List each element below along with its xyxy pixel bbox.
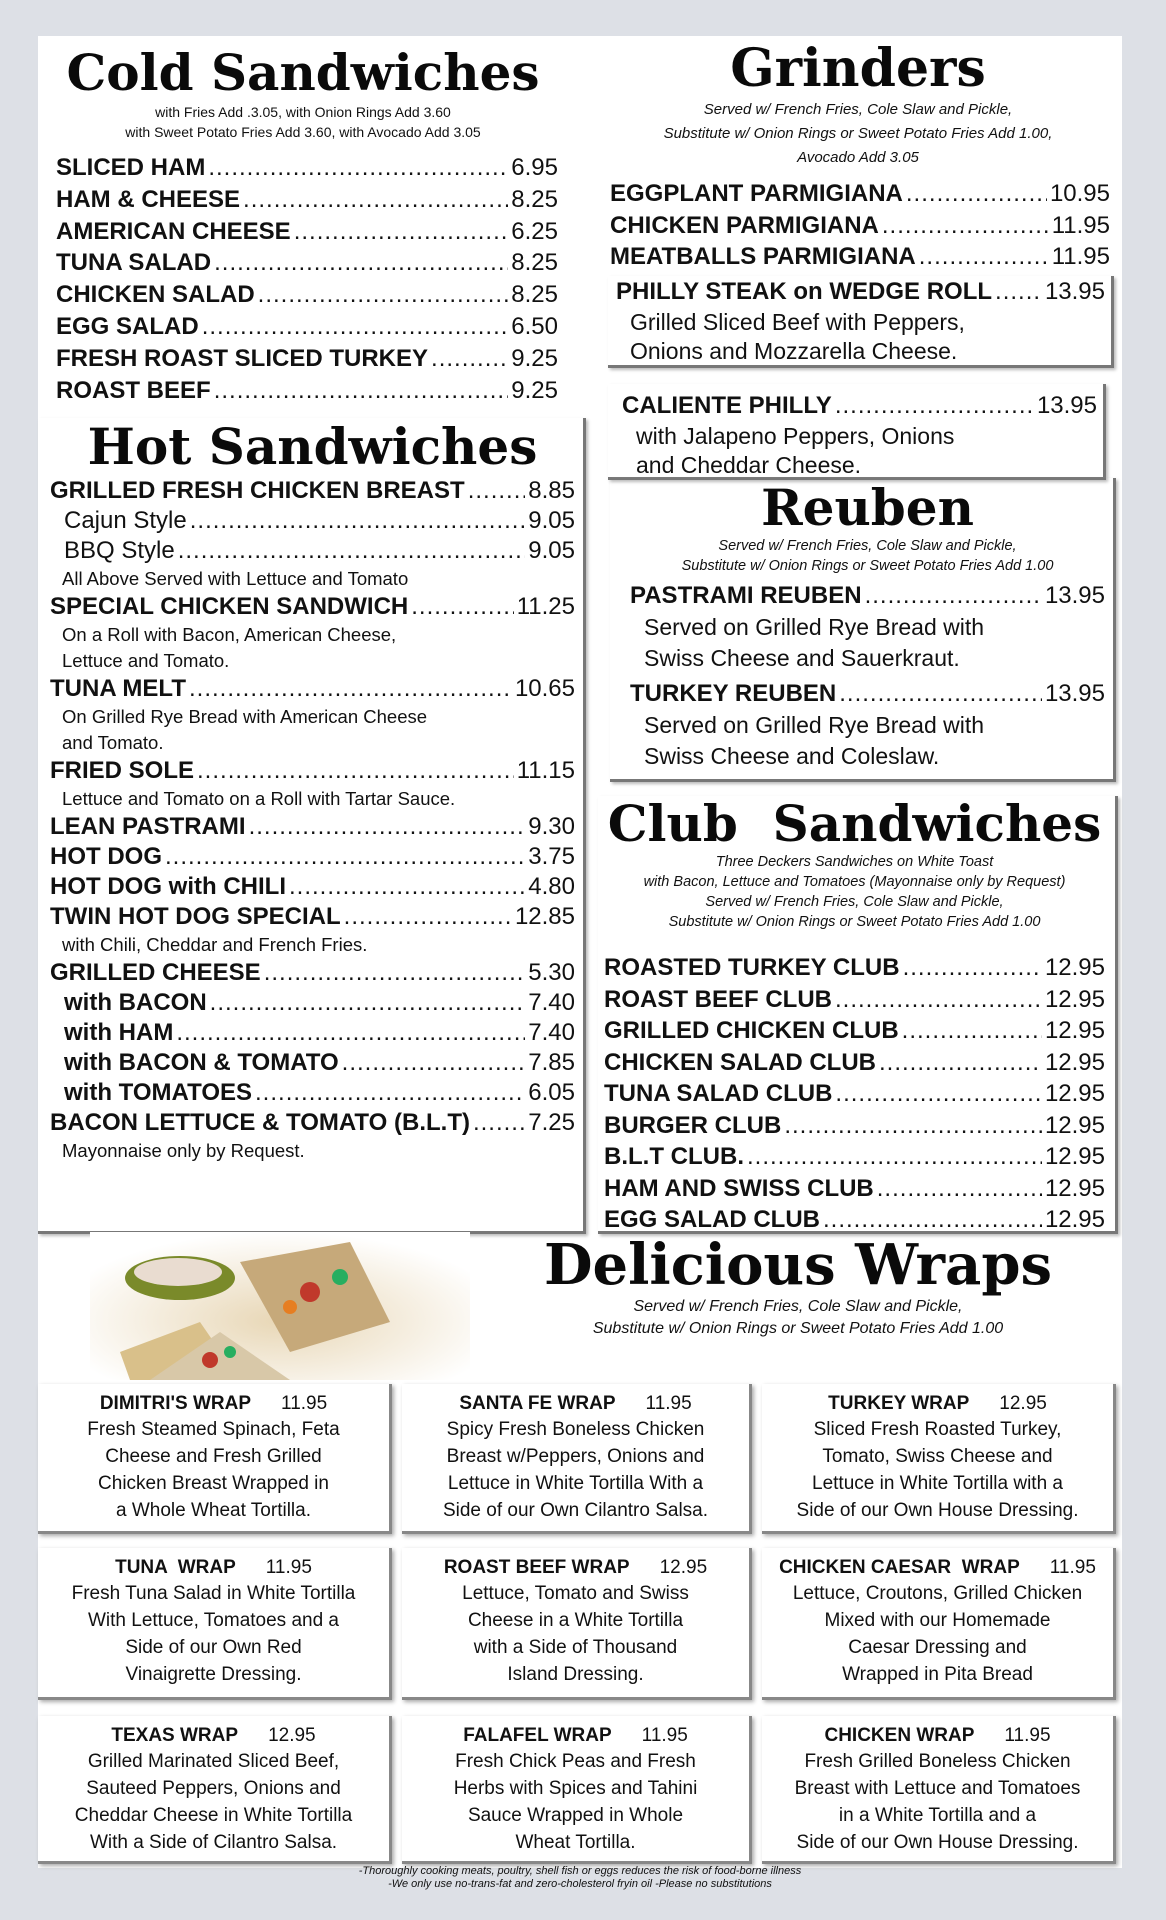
wrap-description-line: Fresh Steamed Spinach, Feta bbox=[87, 1419, 340, 1440]
wrap-name: TEXAS WRAP bbox=[111, 1725, 239, 1746]
item-name: with BACON bbox=[64, 989, 207, 1016]
wrap-description-line: Breast w/Peppers, Onions and bbox=[446, 1446, 705, 1467]
item-description: Lettuce and Tomato. bbox=[62, 650, 230, 671]
item-description: On a Roll with Bacon, American Cheese, bbox=[62, 624, 397, 645]
wraps-note-2: Substitute w/ Onion Rings or Sweet Potato Fries Add 1.00 bbox=[592, 1320, 1004, 1337]
item-price: 12.95 bbox=[1044, 1080, 1105, 1107]
leader-dots bbox=[877, 1173, 1042, 1205]
item-name: BBQ Style bbox=[64, 537, 175, 564]
wrap-title bbox=[402, 1556, 749, 1580]
wrap-card bbox=[38, 1384, 392, 1534]
wrap-title bbox=[38, 1556, 389, 1580]
item-name: FRESH ROAST SLICED TURKEY bbox=[56, 344, 429, 372]
cold-item-row bbox=[56, 152, 558, 184]
grinder-item-row bbox=[610, 241, 1110, 273]
wrap-description-line: With a Side of Cilantro Salsa. bbox=[89, 1832, 338, 1853]
wrap-description-line: Wheat Tortilla. bbox=[515, 1832, 636, 1853]
item-name: GRILLED CHICKEN CLUB bbox=[604, 1017, 899, 1044]
item-description: Mayonnaise only by Request. bbox=[62, 1140, 305, 1161]
wrap-description-line: Vinaigrette Dressing. bbox=[125, 1664, 302, 1685]
leader-dots bbox=[468, 476, 526, 506]
leader-dots bbox=[835, 984, 1042, 1016]
item-description: Lettuce and Tomato on a Roll with Tartar Sauce. bbox=[62, 788, 456, 809]
cold-item-row bbox=[56, 375, 558, 407]
leader-dots bbox=[784, 1110, 1042, 1142]
item-price: 7.40 bbox=[528, 989, 575, 1016]
item-name: BURGER CLUB bbox=[604, 1111, 782, 1139]
club-note-4: Substitute w/ Onion Rings or Sweet Potato Fries Add 1.00 bbox=[668, 914, 1041, 930]
caliente-philly-box bbox=[608, 384, 1106, 480]
wrap-card bbox=[762, 1384, 1116, 1534]
hot-item-row bbox=[50, 536, 575, 566]
item-price: 12.95 bbox=[1044, 985, 1105, 1013]
item-price: 12.95 bbox=[1044, 1017, 1105, 1044]
item-price: 9.05 bbox=[528, 507, 575, 534]
wrap-description-line: Caesar Dressing and bbox=[848, 1637, 1027, 1658]
reuben-item-row bbox=[630, 580, 1105, 612]
wrap-description-line: with a Side of Thousand bbox=[473, 1637, 678, 1658]
wrap-title bbox=[402, 1392, 749, 1416]
leader-dots bbox=[919, 241, 1049, 273]
wrap-card bbox=[38, 1716, 392, 1864]
leader-dots bbox=[210, 988, 526, 1018]
cold-item-row bbox=[56, 247, 558, 279]
wrap-title bbox=[762, 1724, 1113, 1748]
item-name: B.L.T CLUB. bbox=[604, 1143, 744, 1170]
club-item-row bbox=[604, 984, 1105, 1016]
item-price: 7.25 bbox=[528, 1109, 575, 1136]
cold-item-row bbox=[56, 216, 558, 248]
item-price: 6.50 bbox=[511, 312, 558, 340]
grinder-item-row bbox=[610, 210, 1110, 242]
cold-item-row bbox=[56, 279, 558, 311]
wrap-description-line: a Whole Wheat Tortilla. bbox=[115, 1500, 311, 1521]
caliente-philly-desc-2: and Cheddar Cheese. bbox=[636, 451, 862, 478]
menu-page bbox=[38, 36, 1122, 1890]
hot-item-row bbox=[50, 988, 575, 1018]
item-description: and Tomato. bbox=[62, 732, 164, 753]
item-description: Swiss Cheese and Coleslaw. bbox=[644, 743, 940, 769]
item-price: 13.95 bbox=[1044, 582, 1105, 609]
leader-dots bbox=[835, 1078, 1042, 1110]
grinder-item-row bbox=[610, 178, 1110, 210]
leader-dots bbox=[178, 536, 526, 566]
item-price: 12.95 bbox=[1044, 1206, 1105, 1233]
leader-dots bbox=[294, 216, 509, 248]
hot-item-row bbox=[50, 1108, 575, 1138]
leader-dots bbox=[258, 279, 509, 311]
leader-dots bbox=[902, 1015, 1042, 1047]
leader-dots bbox=[197, 756, 514, 786]
item-description: with Chili, Cheddar and French Fries. bbox=[62, 934, 368, 955]
leader-dots bbox=[473, 1108, 525, 1138]
cold-item-row bbox=[56, 343, 558, 375]
cold-item-row bbox=[56, 184, 558, 216]
cold-note-1: with Fries Add .3.05, with Onion Rings Add 3.60 bbox=[155, 104, 451, 120]
wrap-description-line: Side of our Own Cilantro Salsa. bbox=[442, 1500, 709, 1521]
hot-items-list bbox=[50, 476, 575, 1164]
hot-item-row bbox=[50, 1048, 575, 1078]
leader-dots bbox=[879, 1047, 1042, 1079]
wrap-price: 11.95 bbox=[641, 1725, 688, 1746]
item-name: TURKEY REUBEN bbox=[630, 680, 837, 707]
item-name: TWIN HOT DOG SPECIAL bbox=[50, 903, 341, 930]
wrap-title bbox=[402, 1724, 749, 1748]
hot-item-row bbox=[50, 902, 575, 932]
item-name: HOT DOG with CHILI bbox=[50, 873, 286, 900]
item-price: 11.95 bbox=[1051, 211, 1110, 239]
wrap-card bbox=[402, 1384, 752, 1534]
wrap-description-line: Side of our Own Red bbox=[125, 1637, 302, 1658]
item-name: ROASTED TURKEY CLUB bbox=[604, 954, 900, 981]
wrap-description-line: Cheese and Fresh Grilled bbox=[105, 1446, 322, 1467]
item-name: FRIED SOLE bbox=[50, 757, 195, 784]
wrap-description-line: Breast with Lettuce and Tomatoes bbox=[794, 1778, 1081, 1799]
hot-item-row bbox=[50, 506, 575, 536]
item-price: 13.95 bbox=[1044, 680, 1105, 707]
wrap-description-line: Spicy Fresh Boneless Chicken bbox=[446, 1419, 705, 1440]
wrap-price: 11.95 bbox=[645, 1393, 692, 1414]
cold-sandwiches-section bbox=[48, 44, 558, 406]
item-price: 12.95 bbox=[1044, 1111, 1105, 1139]
wrap-description-line: Fresh Tuna Salad in White Tortilla bbox=[71, 1583, 356, 1604]
leader-dots bbox=[190, 506, 526, 536]
club-note-2: with Bacon, Lettuce and Tomatoes (Mayonnaise only by Request) bbox=[643, 874, 1066, 890]
hot-sandwiches-section bbox=[38, 418, 586, 1234]
item-name: MEATBALLS PARMIGIANA bbox=[610, 243, 916, 270]
hot-item-row bbox=[50, 842, 575, 872]
leader-dots bbox=[839, 678, 1042, 710]
item-price: 9.25 bbox=[511, 344, 558, 372]
wrap-description-line: Lettuce in White Tortilla with a bbox=[812, 1473, 1063, 1494]
wrap-card bbox=[38, 1548, 392, 1700]
reuben-note-2: Substitute w/ Onion Rings or Sweet Potato Fries Add 1.00 bbox=[681, 558, 1054, 574]
item-price: 7.85 bbox=[528, 1049, 575, 1076]
wrap-price: 11.95 bbox=[265, 1557, 312, 1578]
leader-dots bbox=[903, 952, 1042, 984]
item-price: 6.95 bbox=[511, 154, 558, 181]
hot-item-row bbox=[50, 812, 575, 842]
wrap-card bbox=[402, 1548, 752, 1700]
item-description: All Above Served with Lettuce and Tomato bbox=[62, 568, 409, 589]
hot-item-row bbox=[50, 872, 575, 902]
wrap-description-line: Mixed with our Homemade bbox=[824, 1610, 1051, 1631]
leader-dots bbox=[214, 247, 508, 279]
wrap-title bbox=[38, 1392, 389, 1416]
item-name: CHICKEN SALAD bbox=[56, 281, 255, 309]
item-price: 12.95 bbox=[1044, 1174, 1105, 1202]
grinders-note-2: Substitute w/ Onion Rings or Sweet Potato Fries Add 1.00, bbox=[663, 125, 1053, 142]
club-item-row bbox=[604, 1141, 1105, 1173]
reuben-note-1: Served w/ French Fries, Cole Slaw and Pickle, bbox=[718, 538, 1017, 554]
wrap-description-line: With Lettuce, Tomatoes and a bbox=[87, 1610, 340, 1631]
wrap-price: 12.95 bbox=[659, 1557, 708, 1578]
wrap-description-line: Herbs with Spices and Tahini bbox=[453, 1778, 698, 1799]
wrap-title bbox=[38, 1724, 389, 1748]
item-name: GRILLED FRESH CHICKEN BREAST bbox=[50, 477, 465, 504]
wrap-description-line: Sauce Wrapped in Whole bbox=[467, 1805, 684, 1826]
wrap-description-line: Fresh Chick Peas and Fresh bbox=[455, 1751, 696, 1772]
wrap-description-line: Tomato, Swiss Cheese and bbox=[822, 1446, 1053, 1467]
wrap-description-line: Island Dressing. bbox=[507, 1664, 644, 1685]
item-price: 10.65 bbox=[514, 675, 575, 702]
leader-dots bbox=[431, 343, 508, 375]
caliente-philly-desc-1: with Jalapeno Peppers, Onions bbox=[636, 422, 955, 449]
item-name: GRILLED CHEESE bbox=[50, 959, 261, 986]
item-price: 12.85 bbox=[514, 903, 575, 930]
grinders-section bbox=[598, 40, 1118, 273]
hot-title: Hot Sandwiches bbox=[87, 417, 538, 476]
wraps-note-1: Served w/ French Fries, Cole Slaw and Pickle, bbox=[633, 1298, 963, 1315]
philly-steak-box bbox=[608, 276, 1114, 368]
club-item-row bbox=[604, 1204, 1105, 1236]
item-price: 6.25 bbox=[511, 217, 558, 245]
reuben-items-list bbox=[630, 580, 1105, 772]
philly-steak-desc-1: Grilled Sliced Beef with Peppers, bbox=[630, 308, 965, 335]
wrap-description-line: Grilled Marinated Sliced Beef, bbox=[87, 1751, 340, 1772]
item-price: 8.25 bbox=[511, 281, 558, 309]
club-note-1: Three Deckers Sandwiches on White Toast bbox=[715, 854, 994, 870]
grinders-items-list bbox=[598, 178, 1118, 273]
cold-note-2: with Sweet Potato Fries Add 3.60, with Avocado Add 3.05 bbox=[125, 124, 481, 140]
reuben-title: Reuben bbox=[761, 478, 974, 537]
item-name: CHICKEN PARMIGIANA bbox=[610, 211, 879, 239]
hot-item-row bbox=[50, 756, 575, 786]
wrap-description-line: Lettuce, Tomato and Swiss bbox=[462, 1583, 689, 1604]
item-price: 6.05 bbox=[528, 1079, 575, 1106]
item-name: CHICKEN SALAD CLUB bbox=[604, 1048, 876, 1076]
item-price: 11.15 bbox=[516, 757, 575, 784]
wrap-description-line: Lettuce in White Tortilla With a bbox=[447, 1473, 704, 1494]
leader-dots bbox=[214, 375, 509, 407]
wrap-description-line: Sauteed Peppers, Onions and bbox=[86, 1778, 341, 1799]
cold-items-list bbox=[48, 152, 558, 406]
leader-dots bbox=[202, 311, 509, 343]
grinders-note-1: Served w/ French Fries, Cole Slaw and Pickle, bbox=[703, 101, 1013, 118]
club-item-row bbox=[604, 1015, 1105, 1047]
grinders-note-3: Avocado Add 3.05 bbox=[797, 149, 919, 166]
wraps-title: Delicious Wraps bbox=[543, 1232, 1053, 1298]
leader-dots bbox=[249, 812, 526, 842]
leader-dots bbox=[255, 1078, 525, 1108]
leader-dots bbox=[823, 1204, 1042, 1236]
hot-item-row bbox=[50, 674, 575, 704]
leader-dots bbox=[165, 842, 525, 872]
wrap-price: 11.95 bbox=[281, 1393, 328, 1414]
wrap-price: 12.95 bbox=[268, 1725, 316, 1746]
philly-steak-row: PHILLY STEAK on WEDGE ROLL ..... 13.95 bbox=[616, 276, 1105, 308]
cold-item-row bbox=[56, 311, 558, 343]
leader-dots bbox=[289, 872, 525, 902]
item-price: 11.25 bbox=[516, 593, 575, 620]
wrap-name: ROAST BEEF WRAP bbox=[443, 1557, 630, 1578]
grinders-title: Grinders bbox=[730, 38, 986, 99]
item-price: 8.25 bbox=[511, 185, 558, 213]
wrap-photo bbox=[90, 1232, 470, 1380]
philly-steak-desc-2: Onions and Mozzarella Cheese. bbox=[630, 337, 958, 364]
wrap-price: 11.95 bbox=[1049, 1557, 1096, 1578]
hot-item-row bbox=[50, 958, 575, 988]
club-item-row bbox=[604, 1047, 1105, 1079]
item-description: Swiss Cheese and Sauerkraut. bbox=[644, 645, 960, 671]
item-name: SPECIAL CHICKEN SANDWICH bbox=[50, 593, 409, 620]
item-name: HAM AND SWISS CLUB bbox=[604, 1174, 874, 1202]
item-name: HAM & CHEESE bbox=[56, 185, 241, 213]
item-name: EGGPLANT PARMIGIANA bbox=[610, 180, 903, 207]
hot-item-row bbox=[50, 1018, 575, 1048]
wrap-card bbox=[762, 1548, 1116, 1700]
item-price: 12.95 bbox=[1044, 1048, 1105, 1076]
item-name: SLICED HAM bbox=[56, 154, 206, 181]
footer-note-1: -Thoroughly cooking meats, poultry, shell fish or eggs reduces the risk of food-borne illness bbox=[358, 1865, 802, 1877]
leader-dots bbox=[906, 178, 1047, 210]
club-item-row bbox=[604, 952, 1105, 984]
item-name: PASTRAMI REUBEN bbox=[630, 582, 862, 609]
leader-dots bbox=[243, 184, 508, 216]
wrap-price: 11.95 bbox=[1004, 1725, 1051, 1746]
item-name: with TOMATOES bbox=[64, 1079, 253, 1106]
item-price: 8.25 bbox=[511, 249, 558, 277]
item-price: 12.95 bbox=[1044, 1143, 1105, 1170]
item-name: HOT DOG bbox=[50, 843, 162, 870]
item-name: ROAST BEEF bbox=[56, 376, 211, 404]
item-name: TUNA MELT bbox=[50, 675, 186, 702]
leader-dots bbox=[342, 1048, 526, 1078]
item-name: EGG SALAD bbox=[56, 312, 199, 340]
leader-dots bbox=[189, 674, 512, 704]
item-name: BACON LETTUCE & TOMATO (B.L.T) bbox=[50, 1109, 470, 1136]
wrap-description-line: Lettuce, Croutons, Grilled Chicken bbox=[792, 1583, 1083, 1604]
item-description: Served on Grilled Rye Bread with bbox=[644, 712, 985, 738]
wrap-card bbox=[402, 1716, 752, 1864]
item-description: On Grilled Rye Bread with American Cheese bbox=[62, 706, 428, 727]
item-name: AMERICAN CHEESE bbox=[56, 217, 291, 245]
item-name: TUNA SALAD CLUB bbox=[604, 1080, 833, 1107]
reuben-item-row bbox=[630, 678, 1105, 710]
leader-dots bbox=[882, 210, 1049, 242]
wrap-description-line: Fresh Grilled Boneless Chicken bbox=[804, 1751, 1071, 1772]
wrap-title bbox=[762, 1392, 1113, 1416]
leader-dots bbox=[176, 1018, 525, 1048]
item-price: 9.25 bbox=[511, 376, 558, 404]
footer-note-2: -We only use no-trans-fat and zero-cholesterol fryin oil -Please no substitutions bbox=[388, 1878, 772, 1890]
cold-title: Cold Sandwiches bbox=[66, 43, 540, 102]
item-price: 12.95 bbox=[1044, 954, 1105, 981]
item-name: TUNA SALAD bbox=[56, 249, 212, 277]
item-name: EGG SALAD CLUB bbox=[604, 1206, 820, 1233]
hot-item-row bbox=[50, 476, 575, 506]
club-item-row bbox=[604, 1110, 1105, 1142]
item-name: Cajun Style bbox=[64, 507, 187, 534]
club-note-3: Served w/ French Fries, Cole Slaw and Pickle, bbox=[705, 894, 1004, 910]
item-name: ROAST BEEF CLUB bbox=[604, 985, 832, 1013]
hot-item-row bbox=[50, 1078, 575, 1108]
wrap-description-line: Sliced Fresh Roasted Turkey, bbox=[813, 1419, 1062, 1440]
reuben-section bbox=[610, 478, 1116, 782]
item-name: with BACON & TOMATO bbox=[64, 1049, 339, 1076]
club-item-row bbox=[604, 1173, 1105, 1205]
item-price: 9.05 bbox=[528, 537, 575, 564]
club-items-list bbox=[604, 952, 1105, 1236]
leader-dots bbox=[264, 958, 526, 988]
hot-item-row bbox=[50, 592, 575, 622]
item-price: 4.80 bbox=[528, 873, 575, 900]
item-price: 3.75 bbox=[528, 843, 575, 870]
item-price: 8.85 bbox=[528, 477, 575, 504]
wrap-description-line: Wrapped in Pita Bread bbox=[842, 1664, 1033, 1685]
club-item-row bbox=[604, 1078, 1105, 1110]
item-name: with HAM bbox=[64, 1019, 174, 1046]
item-price: 10.95 bbox=[1049, 180, 1110, 207]
wrap-name: TUNA WRAP bbox=[115, 1557, 236, 1578]
wrap-name: TURKEY WRAP bbox=[828, 1393, 970, 1414]
wrap-name: SANTA FE WRAP bbox=[459, 1393, 616, 1414]
club-sandwiches-section bbox=[598, 796, 1118, 1234]
wraps-header bbox=[478, 1234, 1118, 1340]
item-price: 11.95 bbox=[1051, 243, 1110, 270]
wrap-name: FALAFEL WRAP bbox=[463, 1725, 612, 1746]
leader-dots bbox=[208, 152, 508, 184]
wrap-description-line: Side of our Own House Dressing. bbox=[796, 1832, 1079, 1853]
wrap-description-line: Chicken Breast Wrapped in bbox=[98, 1473, 329, 1494]
item-price: 5.30 bbox=[528, 959, 575, 986]
item-description: Served on Grilled Rye Bread with bbox=[644, 614, 985, 640]
wrap-description-line: in a White Tortilla and a bbox=[838, 1805, 1037, 1826]
wrap-name: CHICKEN CAESAR WRAP bbox=[779, 1557, 1020, 1578]
wrap-price: 12.95 bbox=[999, 1393, 1047, 1414]
wrap-description-line: Side of our Own House Dressing. bbox=[796, 1500, 1079, 1521]
leader-dots bbox=[344, 902, 512, 932]
item-price: 7.40 bbox=[528, 1019, 575, 1046]
item-name: LEAN PASTRAMI bbox=[50, 813, 246, 840]
item-price: 9.30 bbox=[528, 813, 575, 840]
club-title: Club Sandwiches bbox=[607, 794, 1102, 853]
wrap-description-line: Cheese in a White Tortilla bbox=[467, 1610, 684, 1631]
wrap-name: DIMITRI'S WRAP bbox=[99, 1393, 252, 1414]
wrap-name: CHICKEN WRAP bbox=[824, 1725, 975, 1746]
caliente-philly-row: CALIENTE PHILLY ..... 13.95 bbox=[622, 390, 1097, 422]
wrap-title bbox=[762, 1556, 1113, 1580]
leader-dots bbox=[411, 592, 513, 622]
leader-dots bbox=[865, 580, 1042, 612]
leader-dots bbox=[747, 1141, 1042, 1173]
wrap-card bbox=[762, 1716, 1116, 1864]
wrap-description-line: Cheddar Cheese in White Tortilla bbox=[74, 1805, 353, 1826]
